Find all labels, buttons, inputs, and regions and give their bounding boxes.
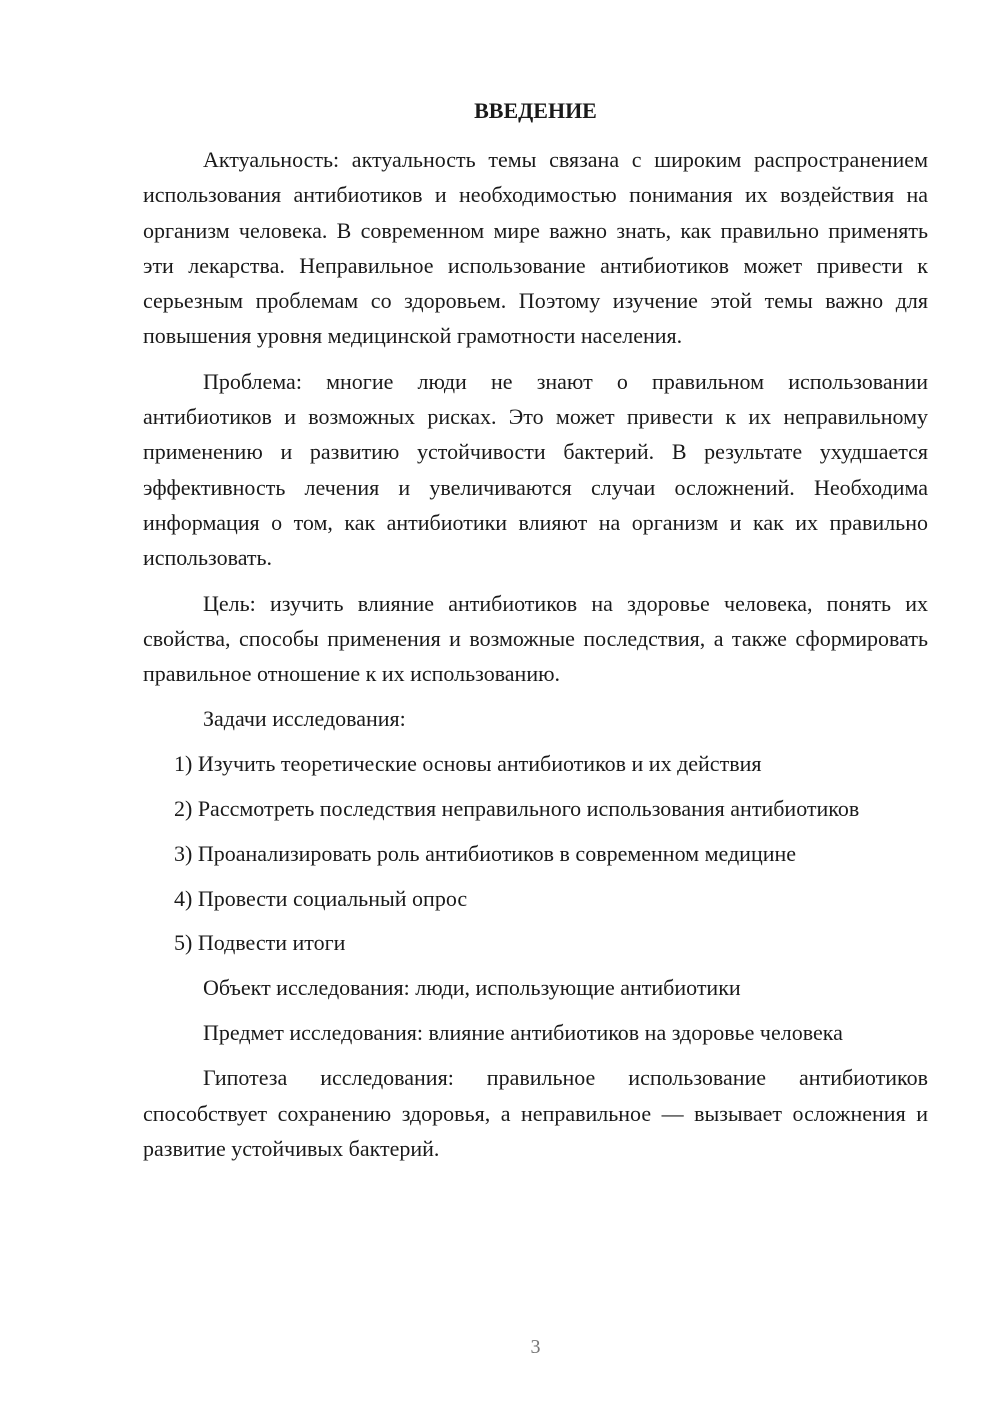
task-item-1: 1) Изучить теоретические основы антибиотиков и их действия (174, 751, 762, 777)
section-heading: ВВЕДЕНИЕ (474, 98, 597, 123)
page-number: 3 (530, 1336, 541, 1358)
relevance-paragraph: Актуальность: актуальность темы связана с широким распространением использования антибиотиков и необходимостью понимания их воздействия на организм человека. В современном мире важно знать, как правильно применять эти лекарства. Неправильное использование антибиотиков может привести к серьезным проблемам со здоровьем. Поэтому изучение этой темы важно для повышения уровня медицинской грамотности населения. (143, 147, 928, 349)
goal-paragraph: Цель: изучить влияние антибиотиков на здоровье человека, понять их свойства, способы применения и возможные последствия, а также сформировать правильное отношение к их использованию. (143, 590, 928, 687)
document-page (143, 0, 928, 1414)
object-paragraph: Объект исследования: люди, использующие антибиотики (203, 975, 741, 1001)
task-item-2: 2) Рассмотреть последствия неправильного использования антибиотиков (174, 796, 860, 822)
hypothesis-paragraph: Гипотеза исследования: правильное использование антибиотиков способствует сохранению здоровья, а неправильное — вызывает осложнения и развитие устойчивых бактерий. (143, 1065, 928, 1161)
task-item-3: 3) Проанализировать роль антибиотиков в современном медицине (174, 840, 797, 866)
subject-paragraph: Предмет исследования: влияние антибиотиков на здоровье человека (203, 1020, 843, 1046)
task-item-5: 5) Подвести итоги (174, 930, 346, 956)
task-item-4: 4) Провести социальный опрос (174, 885, 468, 911)
problem-paragraph: Проблема: многие люди не знают о правильном использовании антибиотиков и возможных рисках. Это может привести к их неправильному применению и развитию устойчивости бактерий. В результате ухудшается эффективность лечения и увеличиваются случаи осложнений. Необходима информация о том, как антибиотики влияют на организм и как их правильно использовать. (143, 368, 928, 571)
tasks-heading: Задачи исследования: (203, 706, 406, 732)
document-body (143, 142, 928, 1166)
